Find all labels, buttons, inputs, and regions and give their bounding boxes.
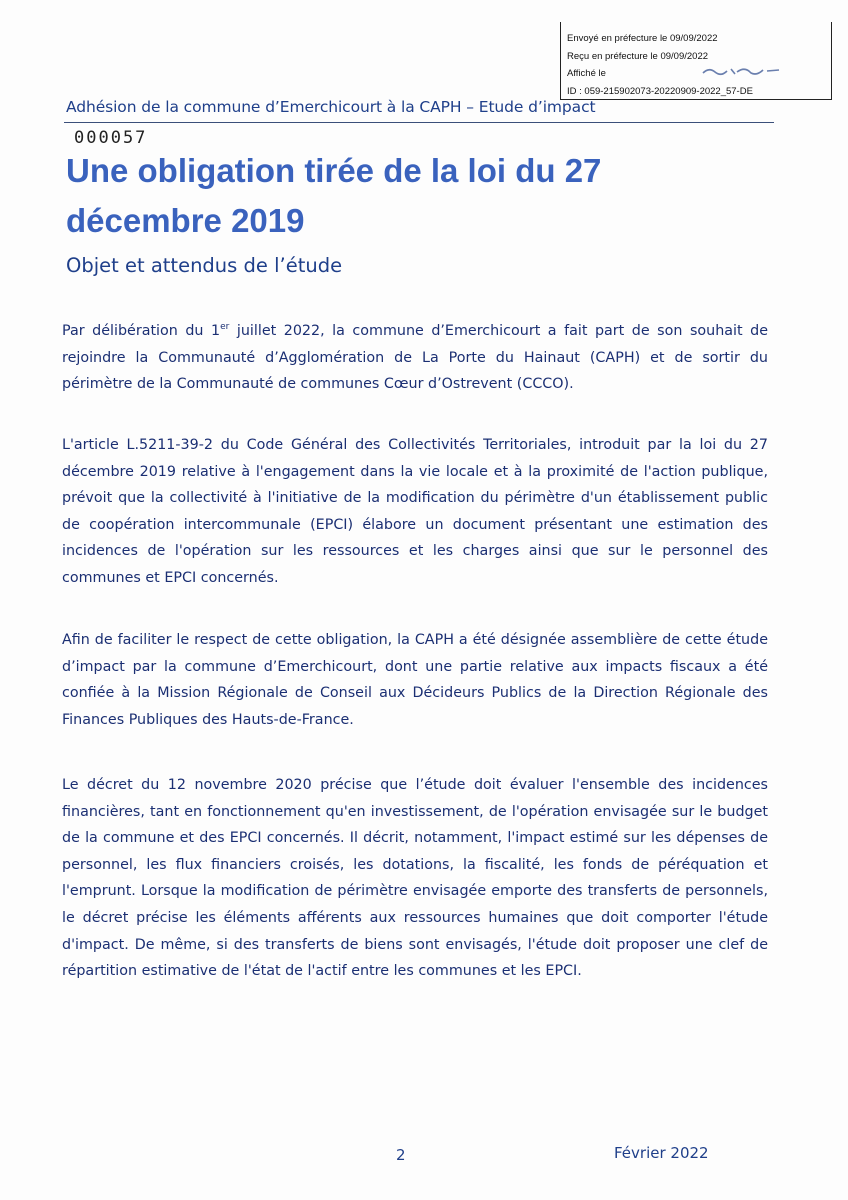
footer-page-number: 2	[396, 1146, 406, 1164]
prefecture-stamp	[560, 22, 832, 100]
paragraph-2: L'article L.5211-39-2 du Code Général des Collectivités Territoriales, introduit par la loi du 27 décembre 2019 relative à l'engagement dans la vie locale et à la proximité de l'action publique, prévoit que la collectivité à l'initiative de la modification du périmètre d'un établissement public de coopération intercommunale (EPCI) élabore un document présentant une estimation des incidences de l'opération sur les ressources et les charges ainsi que sur le personnel des communes et EPCI concernés.	[62, 437, 768, 586]
stamp-posted: Affiché le	[567, 68, 606, 79]
header-divider	[64, 122, 774, 123]
stamp-sent: Envoyé en préfecture le 09/09/2022	[567, 33, 718, 44]
page-subtitle: Objet et attendus de l’étude	[66, 254, 343, 277]
stamp-id: ID : 059-215902073-20220909-2022_57-DE	[567, 85, 753, 97]
superscript-er: er	[220, 322, 230, 333]
paragraph-3: Afin de faciliter le respect de cette obligation, la CAPH a été désignée assemblière de cette étude d’impact par la commune d’Emerchicourt, dont une partie relative aux impacts fiscaux a été confiée à la Mission Régionale de Conseil aux Décideurs Publics de la Direction Régionale des Finances Publiques des Hauts-de-France.	[62, 632, 768, 728]
paragraph-1	[62, 318, 768, 398]
signature-mark	[701, 64, 781, 78]
document-header-title: Adhésion de la commune d’Emerchicourt à la CAPH – Etude d’impact	[66, 98, 596, 116]
paragraph-4: Le décret du 12 novembre 2020 précise que l’étude doit évaluer l'ensemble des incidences financières, tant en fonctionnement qu'en investissement, de l'opération envisagée sur le budget de la commune et des EPCI concernés. Il décrit, notamment, l'impact estimé sur les dépenses de personnel, les flux financiers croisés, les dotations, la fiscalité, les fonds de péréquation et l'emprunt. Lorsque la modification de périmètre envisagée emporte des transferts de personnels, le décret précise les éléments afférents aux ressources humaines que doit comporter l'étude d'impact. De même, si des transferts de biens sont envisagés, l'étude doit proposer une clef de répartition estimative de l'état de l'actif entre les communes et les EPCI.	[62, 777, 768, 980]
stamp-number: 000057	[74, 128, 148, 148]
stamp-received: Reçu en préfecture le 09/09/2022	[567, 50, 709, 62]
footer-date: Février 2022	[614, 1144, 709, 1162]
paragraph-1-end: juillet 2022, la commune d’Emerchicourt a fait part de son souhait de rejoindre la Communauté d’Agglomération de La Porte du Hainaut (CAPH) et de sortir du périmètre de la Communauté de communes Cœur d’Ostrevent (CCCO).	[62, 323, 768, 393]
page-title: Une obligation tirée de la loi du 27 décembre 2019	[66, 152, 602, 239]
paragraph-1-start: Par délibération du 1	[62, 323, 221, 339]
